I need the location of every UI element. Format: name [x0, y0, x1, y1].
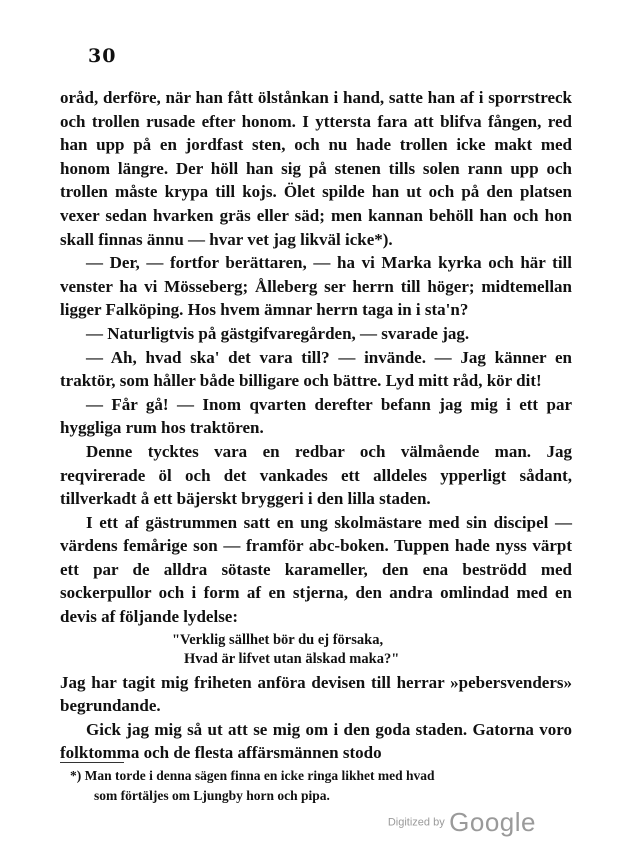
footnote-divider — [60, 762, 124, 763]
paragraph: — Naturligtvis på gästgifvaregården, — svarade jag. — [86, 323, 470, 343]
page-number: 30 — [88, 45, 117, 67]
footnote-line: som förtäljes om Ljungby horn och pipa. — [94, 788, 330, 803]
paragraph: Jag har tagit mig friheten anföra devisen till herrar »pebersvenders» begrundande. — [60, 672, 572, 716]
paragraph: Gick jag mig så ut att se mig om i den goda staden. Gatorna voro folktomma och de flesta affärsmännen stodo — [60, 719, 572, 763]
body-text — [60, 86, 572, 765]
motto-line: Hvad är lifvet utan älskad maka?" — [184, 650, 400, 667]
paragraph: — Får gå! — Inom qvarten derefter befann jag mig i ett par hyggliga rum hos traktören. — [60, 394, 572, 438]
paragraph: — Der, — fortfor berättaren, — ha vi Marka kyrka och här till venster ha vi Mösseberg; Ålleberg ser herrn till höger; midtemellan ligger Falköping. Hos hvem ämnar herrn taga in i sta'n? — [60, 253, 572, 320]
footnote — [70, 766, 570, 806]
digitized-by-watermark — [388, 807, 536, 838]
paragraph: — Ah, hvad ska' det vara till? — invände. — Jag känner en traktör, som håller både billigare och bättre. Lyd mitt råd, kör dit! — [60, 347, 572, 391]
motto-verse — [60, 631, 572, 669]
google-logo: Google — [449, 807, 536, 837]
paragraph: Denne tycktes vara en redbar och välmående man. Jag reqvirerade öl och det vankades ett alldeles ypperligt sådant, tillverkadt å ett bäjerskt bryggeri i den lilla staden. — [60, 441, 572, 509]
paragraph: oråd, derföre, när han fått ölstånkan i hand, satte han af i sporrstreck och trollen rusade efter honom. I yttersta fara att blifva fången, red han upp på en jordfast sten, och nu hade trollen icke makt med honom längre. Der höll han sig på stenen tills solen rann upp och trollen måste krypa till kojs. Ölet spilde han ut och på den platsen vexer sedan hvarken gräs eller säd; men kannan behöll han och hon skall finnas ännu — hvar vet jag likväl icke*). — [60, 88, 572, 249]
watermark-prefix: Digitized by — [387, 816, 445, 829]
footnote-line: *) Man torde i denna sägen finna en icke ringa likhet med hvad — [70, 768, 435, 783]
paragraph: I ett af gästrummen satt en ung skolmästare med sin discipel — värdens femårige son — framför abc-boken. Tuppen hade nyss värpt ett par de alldra sötaste karameller, den ena beströdd med sockerpullor och i form af en stjerna, den andra omlindad med en devis af följande lydelse: — [60, 512, 572, 627]
motto-line: "Verklig sällhet bör du ej försaka, — [172, 631, 384, 648]
